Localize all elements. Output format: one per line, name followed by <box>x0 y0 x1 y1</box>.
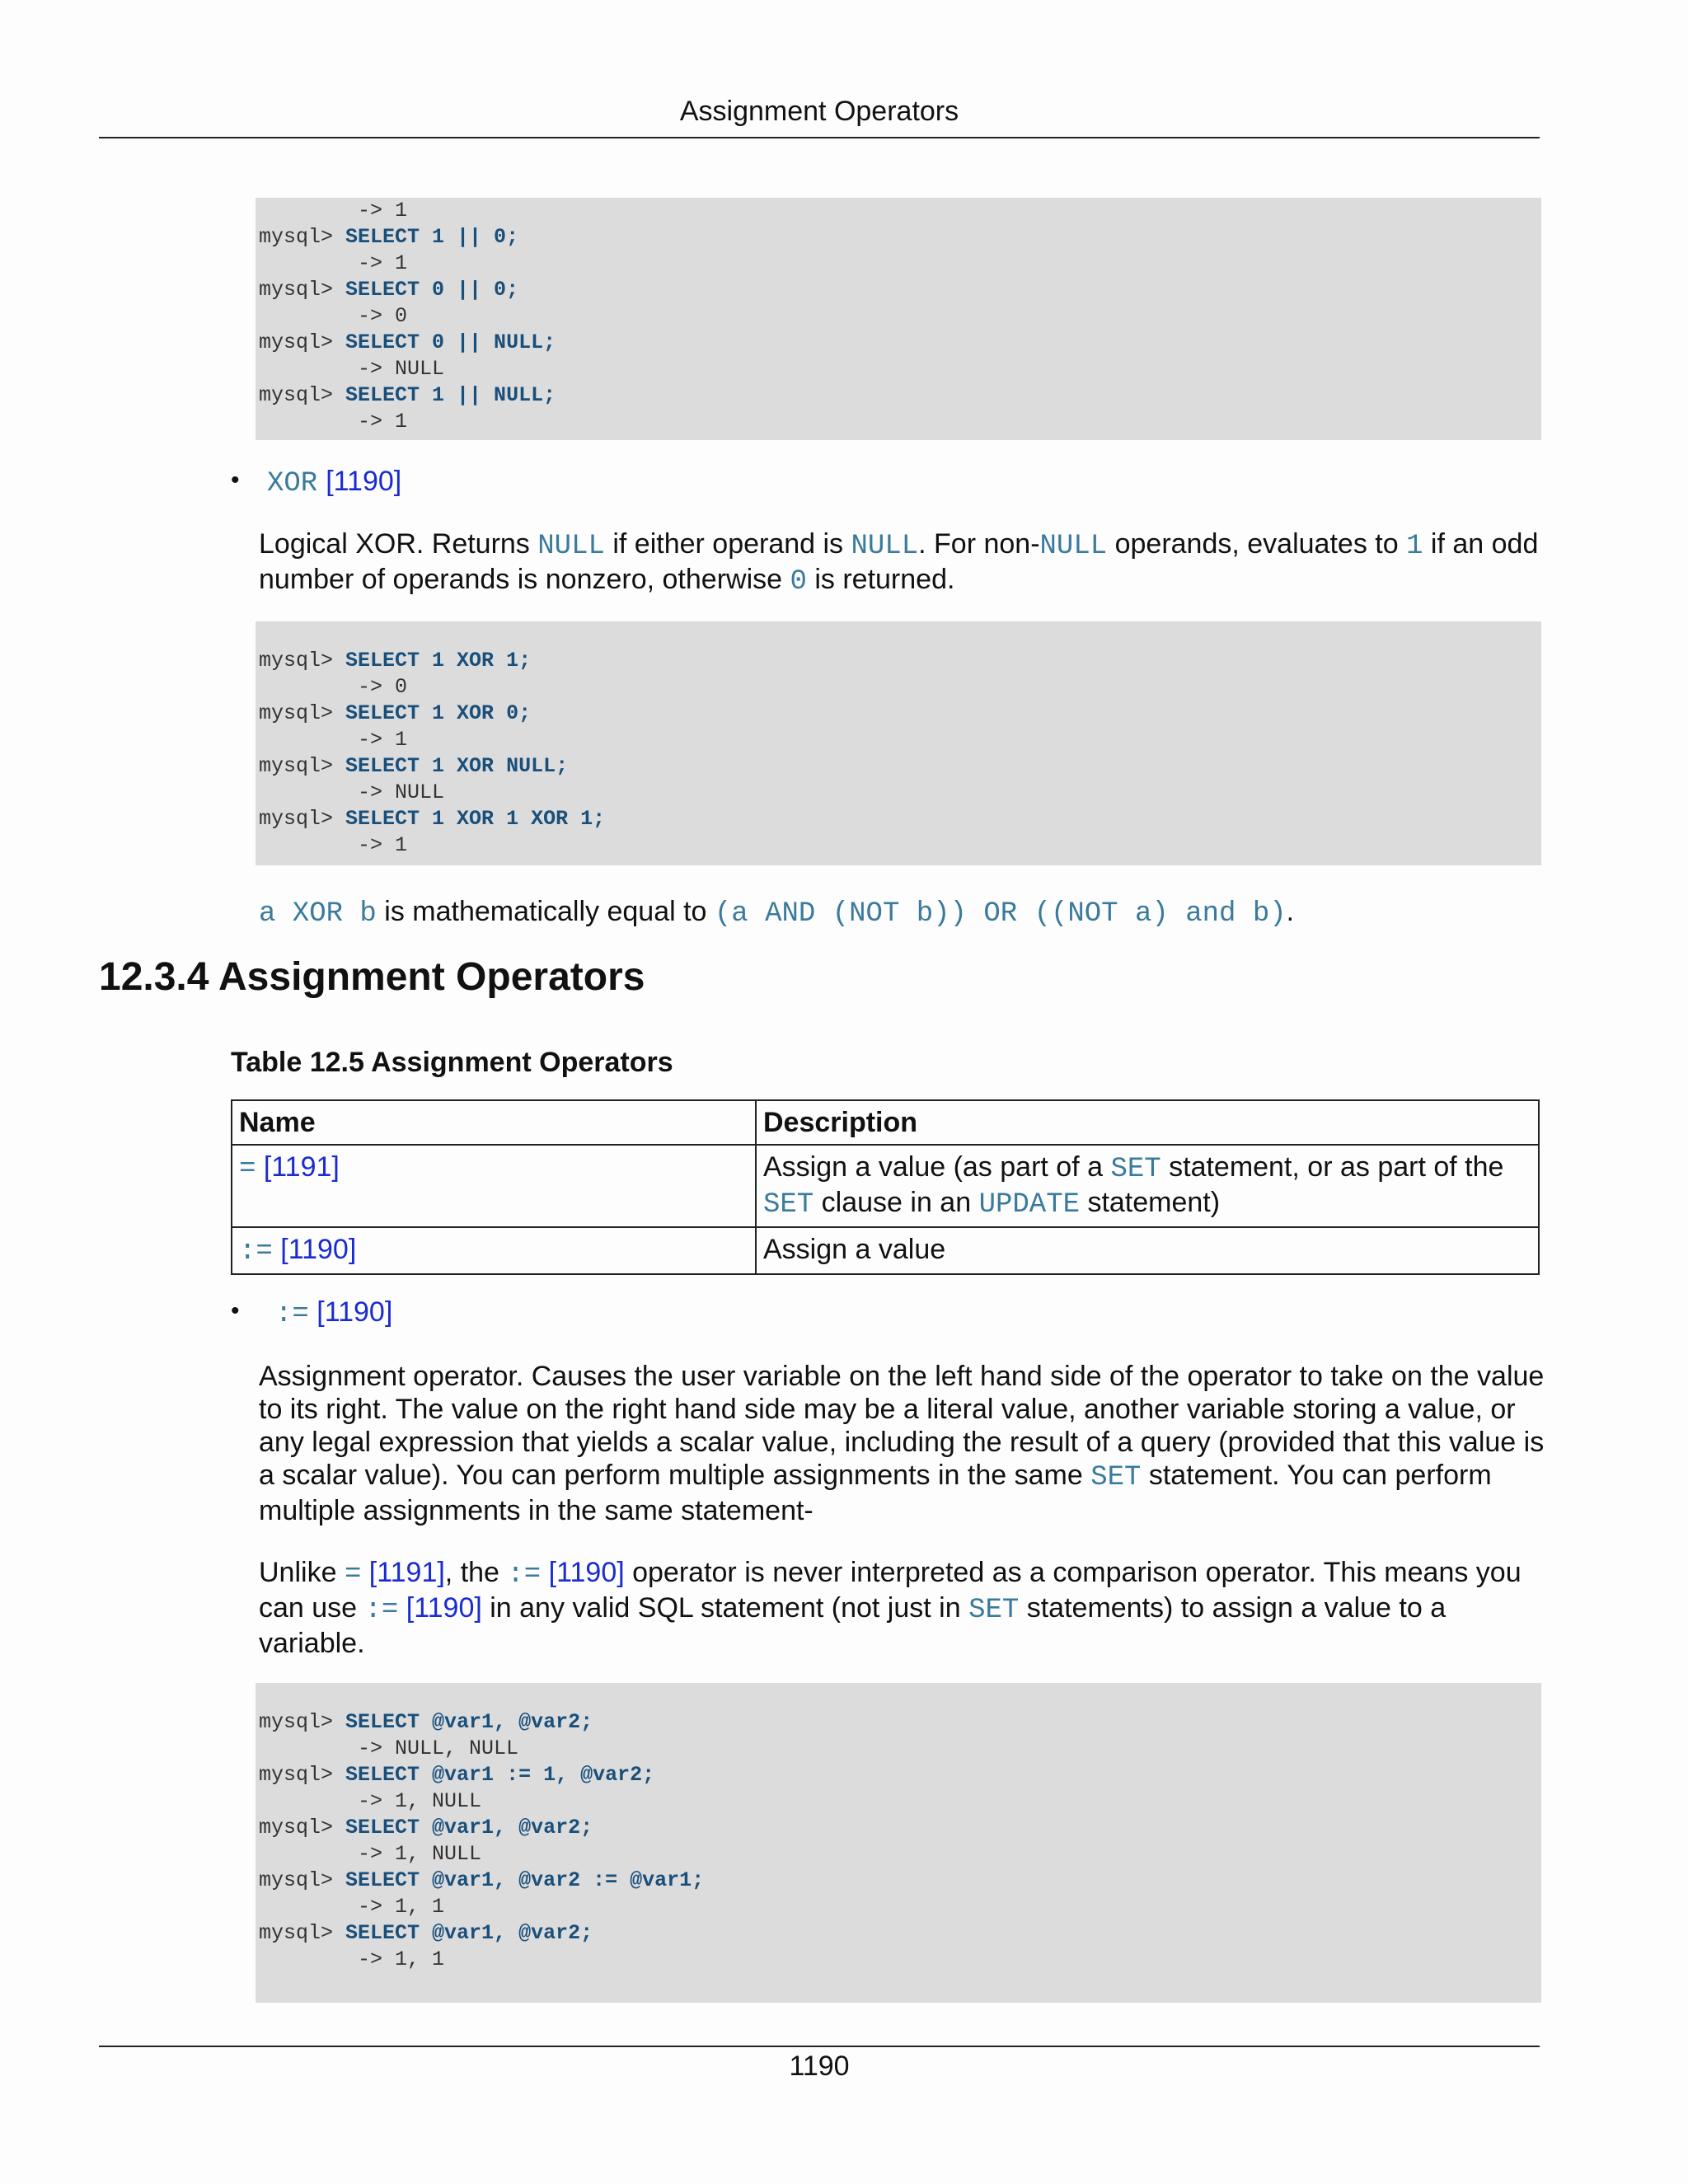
code-result: -> 1 <box>259 728 408 752</box>
page-number: 1190 <box>789 2050 850 2082</box>
code-result: -> 1, NULL <box>259 1842 482 1866</box>
code-command: SELECT 0 || 0; <box>345 278 519 302</box>
code-prompt: mysql> <box>259 1710 346 1734</box>
code-line <box>259 832 1541 859</box>
code-prompt: mysql> <box>259 649 346 673</box>
table-cell-name <box>232 1145 756 1227</box>
code-line <box>259 1762 1541 1788</box>
code-block-or <box>256 198 1541 440</box>
assign-code-link[interactable]: := <box>275 1299 309 1330</box>
table-title: Table 12.5 Assignment Operators <box>231 1047 673 1078</box>
code-command: SELECT 1 XOR NULL; <box>345 754 569 778</box>
code-line <box>259 224 1541 251</box>
code-block-xor <box>256 621 1541 865</box>
code-line <box>259 727 1541 753</box>
code-line <box>259 1815 1541 1841</box>
xor-item-term <box>267 465 401 500</box>
code-line <box>259 303 1541 330</box>
xor-code-link[interactable]: XOR <box>267 468 318 499</box>
assignment-operators-table <box>231 1099 1540 1275</box>
assign-code-link[interactable]: := <box>364 1595 399 1626</box>
code-prompt: mysql> <box>259 330 346 354</box>
code-line <box>259 1788 1541 1815</box>
table-cell-description: Assign a value <box>756 1227 1539 1274</box>
code-line <box>259 780 1541 806</box>
code-command: SELECT @var1 := 1, @var2; <box>345 1763 655 1787</box>
code-result: -> 1, 1 <box>259 1947 445 1971</box>
assign-description: Assignment operator. Causes the user variable on the left hand side of the operator to take on the value to its right. The value on the right hand side may be a literal value, another variable storing a value, or any legal expression that yields a scalar value, including the result of a query (provided that this value is a scalar value). You can perform multiple assignments in the same SET statement. You can perform multiple assignments in the same statement- <box>259 1361 1545 1526</box>
code-line <box>259 251 1541 277</box>
footer-rule <box>99 2046 1540 2047</box>
code-result: -> NULL, NULL <box>259 1736 519 1760</box>
xor-description: Logical XOR. Returns NULL if either operand is NULL. For non-NULL operands, evaluates to 1 if an odd number of operands is nonzero, otherwise 0 is returned. <box>259 528 1539 598</box>
code-result: -> NULL <box>259 780 445 804</box>
assign-code-link[interactable]: := <box>507 1559 542 1591</box>
code-line <box>259 753 1541 780</box>
assign-ref-link[interactable]: [1190] <box>308 1296 393 1328</box>
xor-equivalence: a XOR b is mathematically equal to (a AND (NOT b)) OR ((NOT a) and b). <box>259 896 1295 930</box>
code-command: SELECT 1 XOR 0; <box>345 701 532 725</box>
code-command: SELECT 1 XOR 1 XOR 1; <box>345 807 606 831</box>
code-prompt: mysql> <box>259 1763 346 1787</box>
code-prompt: mysql> <box>259 383 346 407</box>
code-result: -> NULL <box>259 357 445 381</box>
equals-code-link[interactable]: = <box>344 1559 362 1591</box>
code-line <box>259 330 1541 356</box>
bullet: • <box>231 1297 240 1324</box>
assign-item-term <box>275 1296 392 1331</box>
code-line <box>259 674 1541 701</box>
code-line <box>259 1868 1541 1894</box>
equals-code-link[interactable]: = <box>239 1154 256 1185</box>
bullet: • <box>231 466 240 494</box>
code-command: SELECT 1 || 0; <box>345 225 519 249</box>
code-result: -> 1, NULL <box>259 1789 482 1813</box>
code-command: SELECT @var1, @var2; <box>345 1816 593 1840</box>
code-result: -> 0 <box>259 675 408 699</box>
code-prompt: mysql> <box>259 701 346 725</box>
code-command: SELECT 1 || NULL; <box>345 383 556 407</box>
code-command: SELECT 0 || NULL; <box>345 330 556 354</box>
code-prompt: mysql> <box>259 754 346 778</box>
code-prompt: mysql> <box>259 1921 346 1945</box>
code-line <box>259 1920 1541 1947</box>
code-line <box>259 1736 1541 1762</box>
code-result: -> 1 <box>259 410 408 434</box>
column-header-description: Description <box>756 1100 1539 1145</box>
running-header: Assignment Operators <box>679 96 959 127</box>
equals-ref-link[interactable]: [1191] <box>361 1557 445 1588</box>
code-result: -> 1, 1 <box>259 1895 445 1919</box>
code-line <box>259 382 1541 409</box>
code-prompt: mysql> <box>259 225 346 249</box>
assign-ref-link[interactable]: [1190] <box>541 1557 625 1588</box>
assign-ref-link[interactable]: [1190] <box>398 1592 482 1624</box>
code-prompt: mysql> <box>259 1816 346 1840</box>
code-result: -> 1 <box>259 199 408 223</box>
code-line <box>259 277 1541 303</box>
code-command: SELECT @var1, @var2 := @var1; <box>345 1868 705 1892</box>
code-result: -> 1 <box>259 833 408 857</box>
code-line <box>259 701 1541 727</box>
section-heading: 12.3.4 Assignment Operators <box>99 955 645 999</box>
code-line <box>259 1947 1541 1973</box>
code-command: SELECT @var1, @var2; <box>345 1921 593 1945</box>
code-line <box>259 409 1541 435</box>
code-line <box>259 1894 1541 1920</box>
table-cell-description: Assign a value (as part of a SET statement, or as part of the SET clause in an UPDATE statement) <box>756 1145 1539 1227</box>
column-header-name: Name <box>232 1100 756 1145</box>
table-row <box>232 1145 1539 1227</box>
code-prompt: mysql> <box>259 807 346 831</box>
code-result: -> 0 <box>259 304 408 328</box>
assign-ref-link[interactable]: [1190] <box>272 1234 357 1265</box>
header-rule <box>99 137 1540 138</box>
code-line <box>259 648 1541 674</box>
assign-code-link[interactable]: := <box>239 1236 273 1268</box>
code-prompt: mysql> <box>259 1868 346 1892</box>
code-line <box>259 198 1541 224</box>
table-cell-name <box>232 1227 756 1274</box>
code-block-assign <box>256 1683 1541 2003</box>
code-command: SELECT @var1, @var2; <box>345 1710 593 1734</box>
xor-ref-link[interactable]: [1190] <box>326 466 402 497</box>
equals-ref-link[interactable]: [1191] <box>256 1151 340 1183</box>
table-header-row <box>232 1100 1539 1145</box>
table-row <box>232 1227 1539 1274</box>
code-line <box>259 356 1541 382</box>
code-prompt: mysql> <box>259 278 346 302</box>
code-result: -> 1 <box>259 251 408 275</box>
code-command: SELECT 1 XOR 1; <box>345 649 532 673</box>
code-line <box>259 1709 1541 1736</box>
code-line <box>259 1841 1541 1868</box>
code-line <box>259 806 1541 832</box>
assign-comparison-note: Unlike = [1191], the := [1190] operator is never interpreted as a comparison operator. This means you can use := [1190] in any valid SQL statement (not just in SET statements) to assign a value to a variable. <box>259 1557 1522 1659</box>
